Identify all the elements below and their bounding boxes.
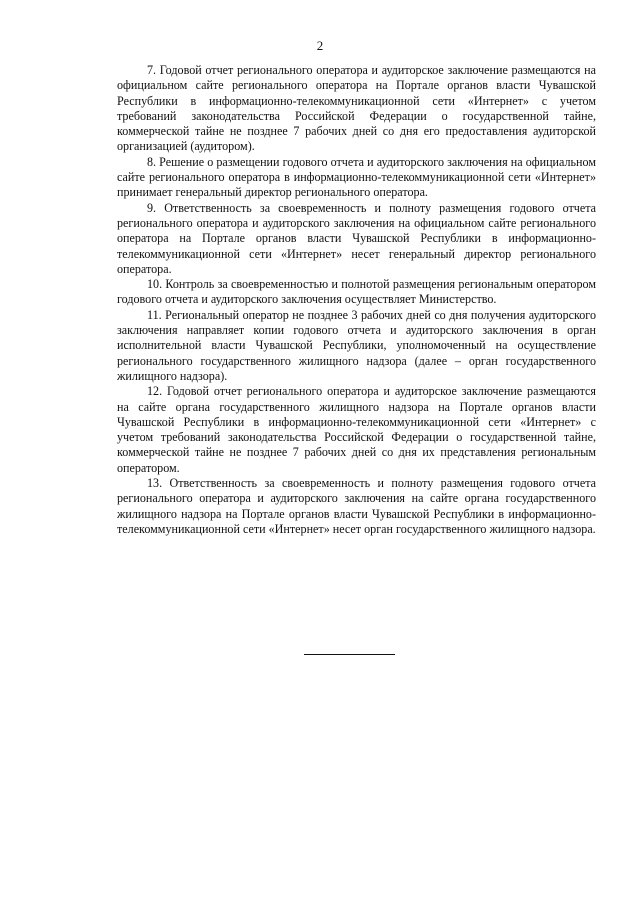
paragraph-8: 8. Решение о размещении годового отчета и аудиторского заключения на официальном сайте регионального оператора в информационно-телекоммуникационной сети «Интернет» принимает генеральный директор регионального оператора. bbox=[117, 154, 596, 200]
page-number: 2 bbox=[316, 38, 324, 53]
paragraph-12: 12. Годовой отчет регионального оператора и аудиторское заключение размещаются на сайте органа государственного жилищного надзора на Портале органов власти Чувашской Республики в информационно-телекоммуникационной сети «Интернет» с учетом требований законодательства Российской Федерации о государственной тайне, коммерческой тайне не позднее 7 рабочих дней со дня их представления региональным оператором. bbox=[117, 384, 596, 475]
paragraph-10: 10. Контроль за своевременностью и полнотой размещения региональным оператором годового отчета и аудиторского заключения осуществляет Министерство. bbox=[117, 277, 596, 307]
paragraph-9: 9. Ответственность за своевременность и полноту размещения годового отчета регионального оператора и аудиторского заключения на официальном сайте регионального оператора на Портале органов власти Чувашской Республики в информационно-телекоммуникационной сети «Интернет» несет генеральный директор регионального оператора. bbox=[117, 200, 596, 276]
paragraph-7: 7. Годовой отчет регионального оператора и аудиторское заключение размещаются на официальном сайте регионального оператора на Портале органов власти Чувашской Республики в информационно-телекоммуникационной сети «Интернет» с учетом требований законодательства Российской Федерации о государственной тайне, коммерческой тайне не позднее 7 рабочих дней со дня его предоставления аудиторской организацией (аудитором). bbox=[117, 63, 596, 154]
document-body bbox=[117, 63, 596, 537]
end-of-document-rule bbox=[304, 654, 395, 655]
paragraph-11: 11. Региональный оператор не позднее 3 рабочих дней со дня получения аудиторского заключения направляет копии годового отчета и аудиторского заключения в орган исполнительной власти Чувашской Республики, уполномоченный на осуществление регионального государственного жилищного надзора (далее – орган государственного жилищного надзора). bbox=[117, 307, 596, 383]
paragraph-13: 13. Ответственность за своевременность и полноту размещения годового отчета регионального оператора и аудиторского заключения на сайте органа государственного жилищного надзора на Портале органов власти Чувашской Республики в информационно-телекоммуникационной сети «Интернет» несет орган государственного жилищного надзора. bbox=[117, 476, 596, 536]
